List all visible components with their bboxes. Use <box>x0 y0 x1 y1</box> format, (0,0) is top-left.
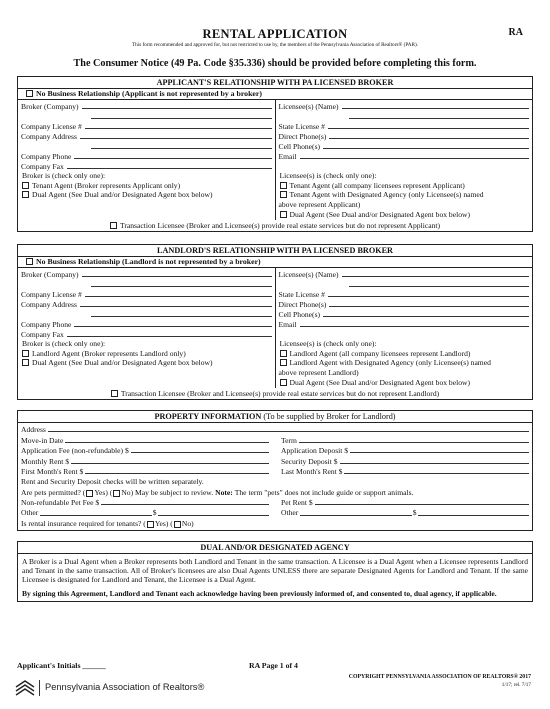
checkbox[interactable] <box>280 350 287 357</box>
applicant-no-business: No Business Relationship (Applicant is not represented by a broker) <box>18 89 532 100</box>
separate-checks-note: Rent and Security Deposit checks will be written separately. <box>21 477 204 487</box>
other-field-right[interactable]: Other $ <box>281 508 529 517</box>
applicant-broker-column <box>18 100 276 220</box>
property-heading: PROPERTY INFORMATION (To be supplied by Broker for Landlord) <box>18 411 532 423</box>
application-fee-field[interactable]: Application Fee (non-refundable) $ <box>21 446 269 455</box>
landlord-company-phone-field[interactable]: Company Phone <box>21 319 272 329</box>
applicant-broker-option-dual-agent[interactable]: Dual Agent (See Dual and/or Designated Agent box below) <box>21 190 272 200</box>
landlord-licensee-option-2[interactable]: Landlord Agent with Designated Agency (only Licensee(s) named <box>279 358 530 368</box>
applicant-licensee-option-2-cont: above represent Applicant) <box>278 200 361 210</box>
landlord-cell-phone-field[interactable]: Cell Phone(s) <box>279 309 530 319</box>
applicant-company-address-field[interactable]: Company Address <box>21 131 272 141</box>
landlord-licensee-column <box>276 268 533 388</box>
applicant-no-business-checkbox[interactable] <box>26 90 33 97</box>
landlord-email-field[interactable]: Email <box>279 319 530 329</box>
pets-permitted-row: Are pets permitted? ( Yes) ( No) May be subject to review. Note: The term "pets" does not include guide or support animals. <box>21 487 414 497</box>
dual-agency-heading: DUAL AND/OR DESIGNATED AGENCY <box>18 542 532 554</box>
applicant-state-license-field[interactable]: State License # <box>279 121 530 131</box>
form-title: RENTAL APPLICATION <box>202 27 348 41</box>
par-logo-icon <box>14 678 36 698</box>
property-address-field[interactable]: Address <box>21 424 529 434</box>
landlord-transaction-licensee[interactable]: Transaction Licensee (Broker and Licensee(s) provide real estate services but do not represent Landlord) <box>18 388 532 399</box>
applicant-email-field[interactable]: Email <box>279 151 530 161</box>
landlord-licensee-is-label: Licensee(s) is (check only one): <box>279 338 377 348</box>
applicant-licensee-option-2[interactable]: Tenant Agent with Designated Agency (only Licensee(s) named <box>279 190 530 200</box>
checkbox[interactable] <box>22 182 29 189</box>
landlord-broker-option-landlord-agent[interactable]: Landlord Agent (Broker represents Landlord only) <box>21 349 272 359</box>
par-logo <box>14 678 204 698</box>
pets-no-checkbox[interactable] <box>113 490 120 497</box>
insurance-no-checkbox[interactable] <box>174 521 181 528</box>
landlord-no-business: No Business Relationship (Landlord is not represented by a broker) <box>18 257 532 268</box>
pets-yes-checkbox[interactable] <box>86 490 93 497</box>
form-subtitle: This form recommended and approved for, but not restricted to use by, the members of the Pennsylvania Association of Realtors® (PAR). <box>131 42 418 48</box>
rental-insurance-row: Is rental insurance required for tenants? ( Yes) ( No) <box>21 518 194 528</box>
application-deposit-field[interactable]: Application Deposit $ <box>281 446 529 455</box>
last-month-rent-field[interactable]: Last Month's Rent $ <box>281 467 529 476</box>
applicant-broker-is-label: Broker is (check only one): <box>22 170 106 180</box>
applicant-licensee-column <box>276 100 533 220</box>
form-header <box>17 0 533 55</box>
first-month-rent-field[interactable]: First Month's Rent $ <box>21 467 269 476</box>
landlord-broker-column <box>18 268 276 388</box>
checkbox[interactable] <box>280 191 287 198</box>
applicant-company-phone-field[interactable]: Company Phone <box>21 151 272 161</box>
insurance-yes-checkbox[interactable] <box>147 521 154 528</box>
applicant-cell-phone-field[interactable]: Cell Phone(s) <box>279 141 530 151</box>
landlord-licensee-name-field[interactable]: Licensee(s) (Name) <box>279 269 530 279</box>
checkbox[interactable] <box>22 191 29 198</box>
security-deposit-field[interactable]: Security Deposit $ <box>281 457 529 466</box>
consumer-notice: The Consumer Notice (49 Pa. Code §35.336) should be provided before completing this form. <box>73 58 477 69</box>
pet-fee-field[interactable]: Non-refundable Pet Fee $ <box>21 498 269 507</box>
landlord-licensee-option-3[interactable]: Dual Agent (See Dual and/or Designated Agent box below) <box>279 378 530 388</box>
dual-agency-paragraph: A Broker is a Dual Agent when a Broker represents both Landlord and Tenant in the same transaction. A Licensee is a Dual Agent when a Licensee represents Landlord and Tenant in the same transaction. All of Broker's licensees are also Dual Agents UNLESS there are separate Designated Agents for Landlord and Tenant. If the same Licensee is designated for Landlord and Tenant, the Licensee is a Dual Agent. <box>22 556 528 585</box>
page-number: RA Page 1 of 4 <box>249 661 298 670</box>
other-field-left[interactable]: Other $ <box>21 508 269 517</box>
form-code: RA <box>508 27 523 38</box>
applicant-broker-company-field-2[interactable] <box>21 111 272 121</box>
applicant-broker-option-tenant-agent[interactable]: Tenant Agent (Broker represents Applicant only) <box>21 181 272 191</box>
landlord-broker-option-dual-agent[interactable]: Dual Agent (See Dual and/or Designated Agent box below) <box>21 358 272 368</box>
applicant-licensee-name-field-2[interactable] <box>279 111 530 121</box>
landlord-company-fax-field[interactable]: Company Fax <box>21 329 272 339</box>
landlord-heading: LANDLORD'S RELATIONSHIP WITH PA LICENSED BROKER <box>18 245 532 257</box>
applicant-initials[interactable]: Applicant's Initials ______ <box>17 661 106 670</box>
page-footer <box>17 659 533 707</box>
landlord-broker-company-field[interactable]: Broker (Company) <box>21 269 272 279</box>
property-information-box <box>17 410 533 531</box>
checkbox[interactable] <box>280 359 287 366</box>
applicant-company-license-field[interactable]: Company License # <box>21 121 272 131</box>
copyright: COPYRIGHT PENNSYLVANIA ASSOCIATION OF REALTORS® 2017 <box>348 674 531 680</box>
landlord-state-license-field[interactable]: State License # <box>279 289 530 299</box>
landlord-broker-is-label: Broker is (check only one): <box>22 338 106 348</box>
pet-rent-field[interactable]: Pet Rent $ <box>281 498 529 507</box>
dual-agency-signing-note: By signing this Agreement, Landlord and Tenant each acknowledge having been previously informed of, and consented to, dual agency, if applicable. <box>22 589 497 599</box>
landlord-licensee-name-field-2[interactable] <box>279 279 530 289</box>
applicant-company-address-field-2[interactable] <box>21 141 272 151</box>
checkbox[interactable] <box>280 379 287 386</box>
checkbox[interactable] <box>280 182 287 189</box>
applicant-company-fax-field[interactable]: Company Fax <box>21 161 272 171</box>
landlord-company-address-field[interactable]: Company Address <box>21 299 272 309</box>
applicant-direct-phone-field[interactable]: Direct Phone(s) <box>279 131 530 141</box>
landlord-broker-company-field-2[interactable] <box>21 279 272 289</box>
monthly-rent-field[interactable]: Monthly Rent $ <box>21 457 269 466</box>
revision-date: 1/17; rel. 7/17 <box>501 682 531 688</box>
landlord-no-business-checkbox[interactable] <box>26 258 33 265</box>
applicant-licensee-is-label: Licensee(s) is (check only one): <box>279 170 377 180</box>
term-field[interactable]: Term <box>281 436 529 445</box>
applicant-licensee-option-1[interactable]: Tenant Agent (all company licensees represent Applicant) <box>279 181 530 191</box>
applicant-relationship-box <box>17 76 533 232</box>
landlord-direct-phone-field[interactable]: Direct Phone(s) <box>279 299 530 309</box>
landlord-company-address-field-2[interactable] <box>21 309 272 319</box>
applicant-licensee-option-3[interactable]: Dual Agent (See Dual and/or Designated Agent box below) <box>279 210 530 220</box>
checkbox[interactable] <box>22 350 29 357</box>
landlord-company-license-field[interactable]: Company License # <box>21 289 272 299</box>
move-in-date-field[interactable]: Move-in Date <box>21 436 269 445</box>
checkbox[interactable] <box>111 390 118 397</box>
landlord-licensee-option-1[interactable]: Landlord Agent (all company licensees represent Landlord) <box>279 349 530 359</box>
applicant-broker-company-field[interactable]: Broker (Company) <box>21 101 272 111</box>
checkbox[interactable] <box>280 211 287 218</box>
checkbox[interactable] <box>110 222 117 229</box>
par-logo-text: Pennsylvania Association of Realtors® <box>45 682 205 693</box>
checkbox[interactable] <box>22 359 29 366</box>
landlord-relationship-box <box>17 244 533 400</box>
dual-agency-box <box>17 541 533 602</box>
applicant-transaction-licensee[interactable]: Transaction Licensee (Broker and Licensee(s) provide real estate services but do not represent Applicant) <box>18 220 532 231</box>
applicant-licensee-name-field[interactable]: Licensee(s) (Name) <box>279 101 530 111</box>
landlord-licensee-option-2-cont: above represent Landlord) <box>278 368 359 378</box>
applicant-heading: APPLICANT'S RELATIONSHIP WITH PA LICENSED BROKER <box>18 77 532 89</box>
